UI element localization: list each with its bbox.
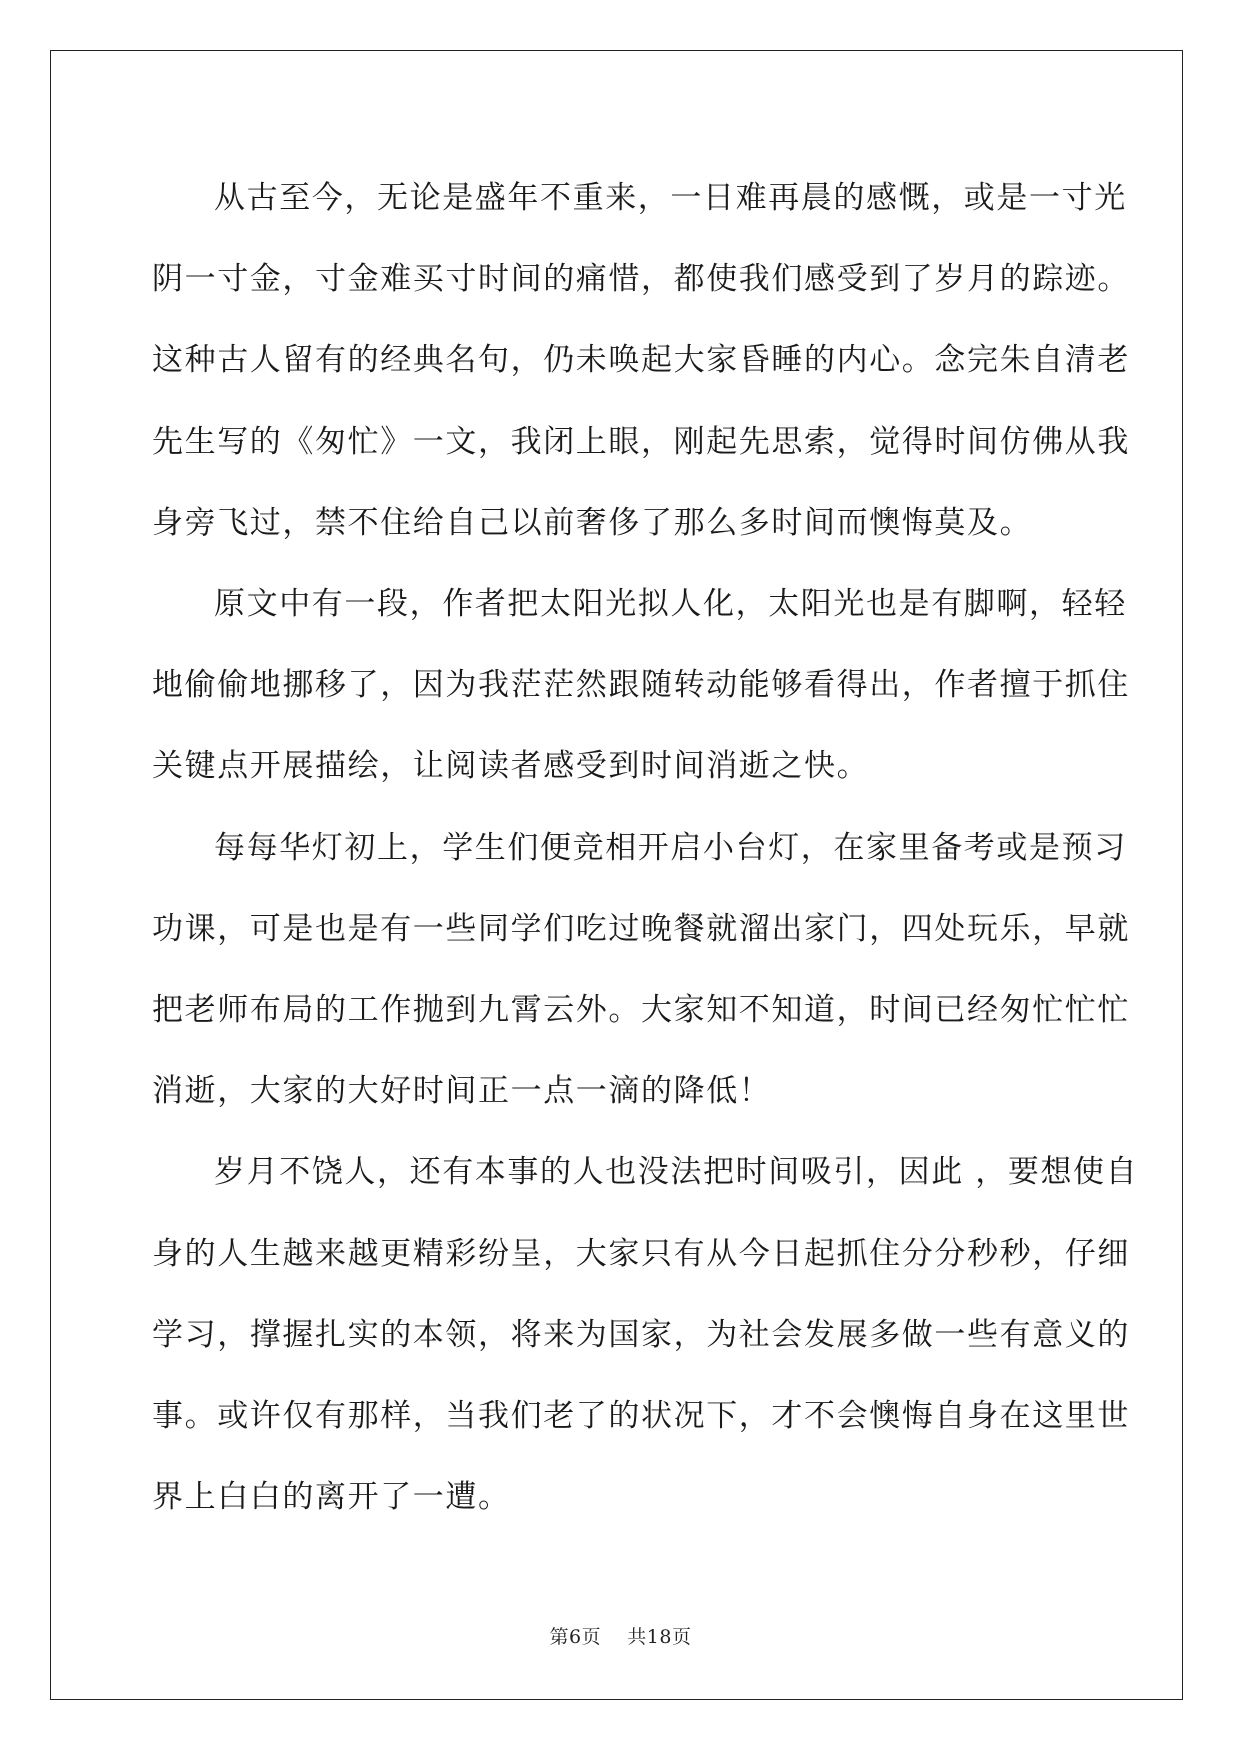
paragraph-3 [152,808,1130,1133]
page-number: 第6页 [549,1626,602,1648]
text-line: 学习，撑握扎实的本领，将来为国家，为社会发展多做一些有意义的 [152,1316,1130,1353]
text-line: 身旁飞过，禁不住给自己以前奢侈了那么多时间而懊悔莫及。 [152,504,1033,541]
paragraph-4 [152,1132,1139,1538]
text-line: 先生写的《匆忙》一文，我闭上眼，刚起先思索，觉得时间仿佛从我 [152,423,1130,460]
text-line: 关键点开展描绘，让阅读者感受到时间消逝之快。 [152,748,870,785]
paragraph-2 [152,564,1130,808]
text-line: 这种古人留有的经典名句，仍未唤起大家昏睡的内心。念完朱自清老 [152,342,1130,379]
text-line: 把老师布局的工作抛到九霄云外。大家知不知道，时间已经匆忙忙忙 [152,992,1130,1029]
text-line: 消逝，大家的大好时间正一点一滴的降低！ [152,1073,772,1110]
text-line: 原文中有一段，作者把太阳光拟人化，太阳光也是有脚啊，轻轻 [214,586,1127,623]
text-line: 界上白白的离开了一遭。 [152,1479,511,1516]
paragraph-1 [152,158,1130,564]
text-line: 从古至今，无论是盛年不重来，一日难再晨的感慨，或是一寸光 [214,180,1127,216]
text-line: 阴一寸金，寸金难买寸时间的痛惜，都使我们感受到了岁月的踪迹。 [152,261,1130,298]
text-line: 岁月不饶人，还有本事的人也没法把时间吸引，因此 ，要想使自 [214,1154,1139,1191]
text-line: 事。或许仅有那样，当我们老了的状况下，才不会懊悔自身在这里世 [152,1398,1130,1435]
text-line: 地偷偷地挪移了，因为我茫茫然跟随转动能够看得出，作者擅于抓住 [152,667,1130,704]
text-line: 功课，可是也是有一些同学们吃过晚餐就溜出家门，四处玩乐，早就 [152,910,1130,947]
page-footer [0,1622,1241,1649]
text-line: 身的人生越来越更精彩纷呈，大家只有从今日起抓住分分秒秒，仔细 [152,1235,1130,1272]
document-body [152,158,1139,1538]
text-line: 每每华灯初上，学生们便竞相开启小台灯，在家里备考或是预习 [214,829,1127,866]
page-total: 共18页 [627,1626,692,1648]
